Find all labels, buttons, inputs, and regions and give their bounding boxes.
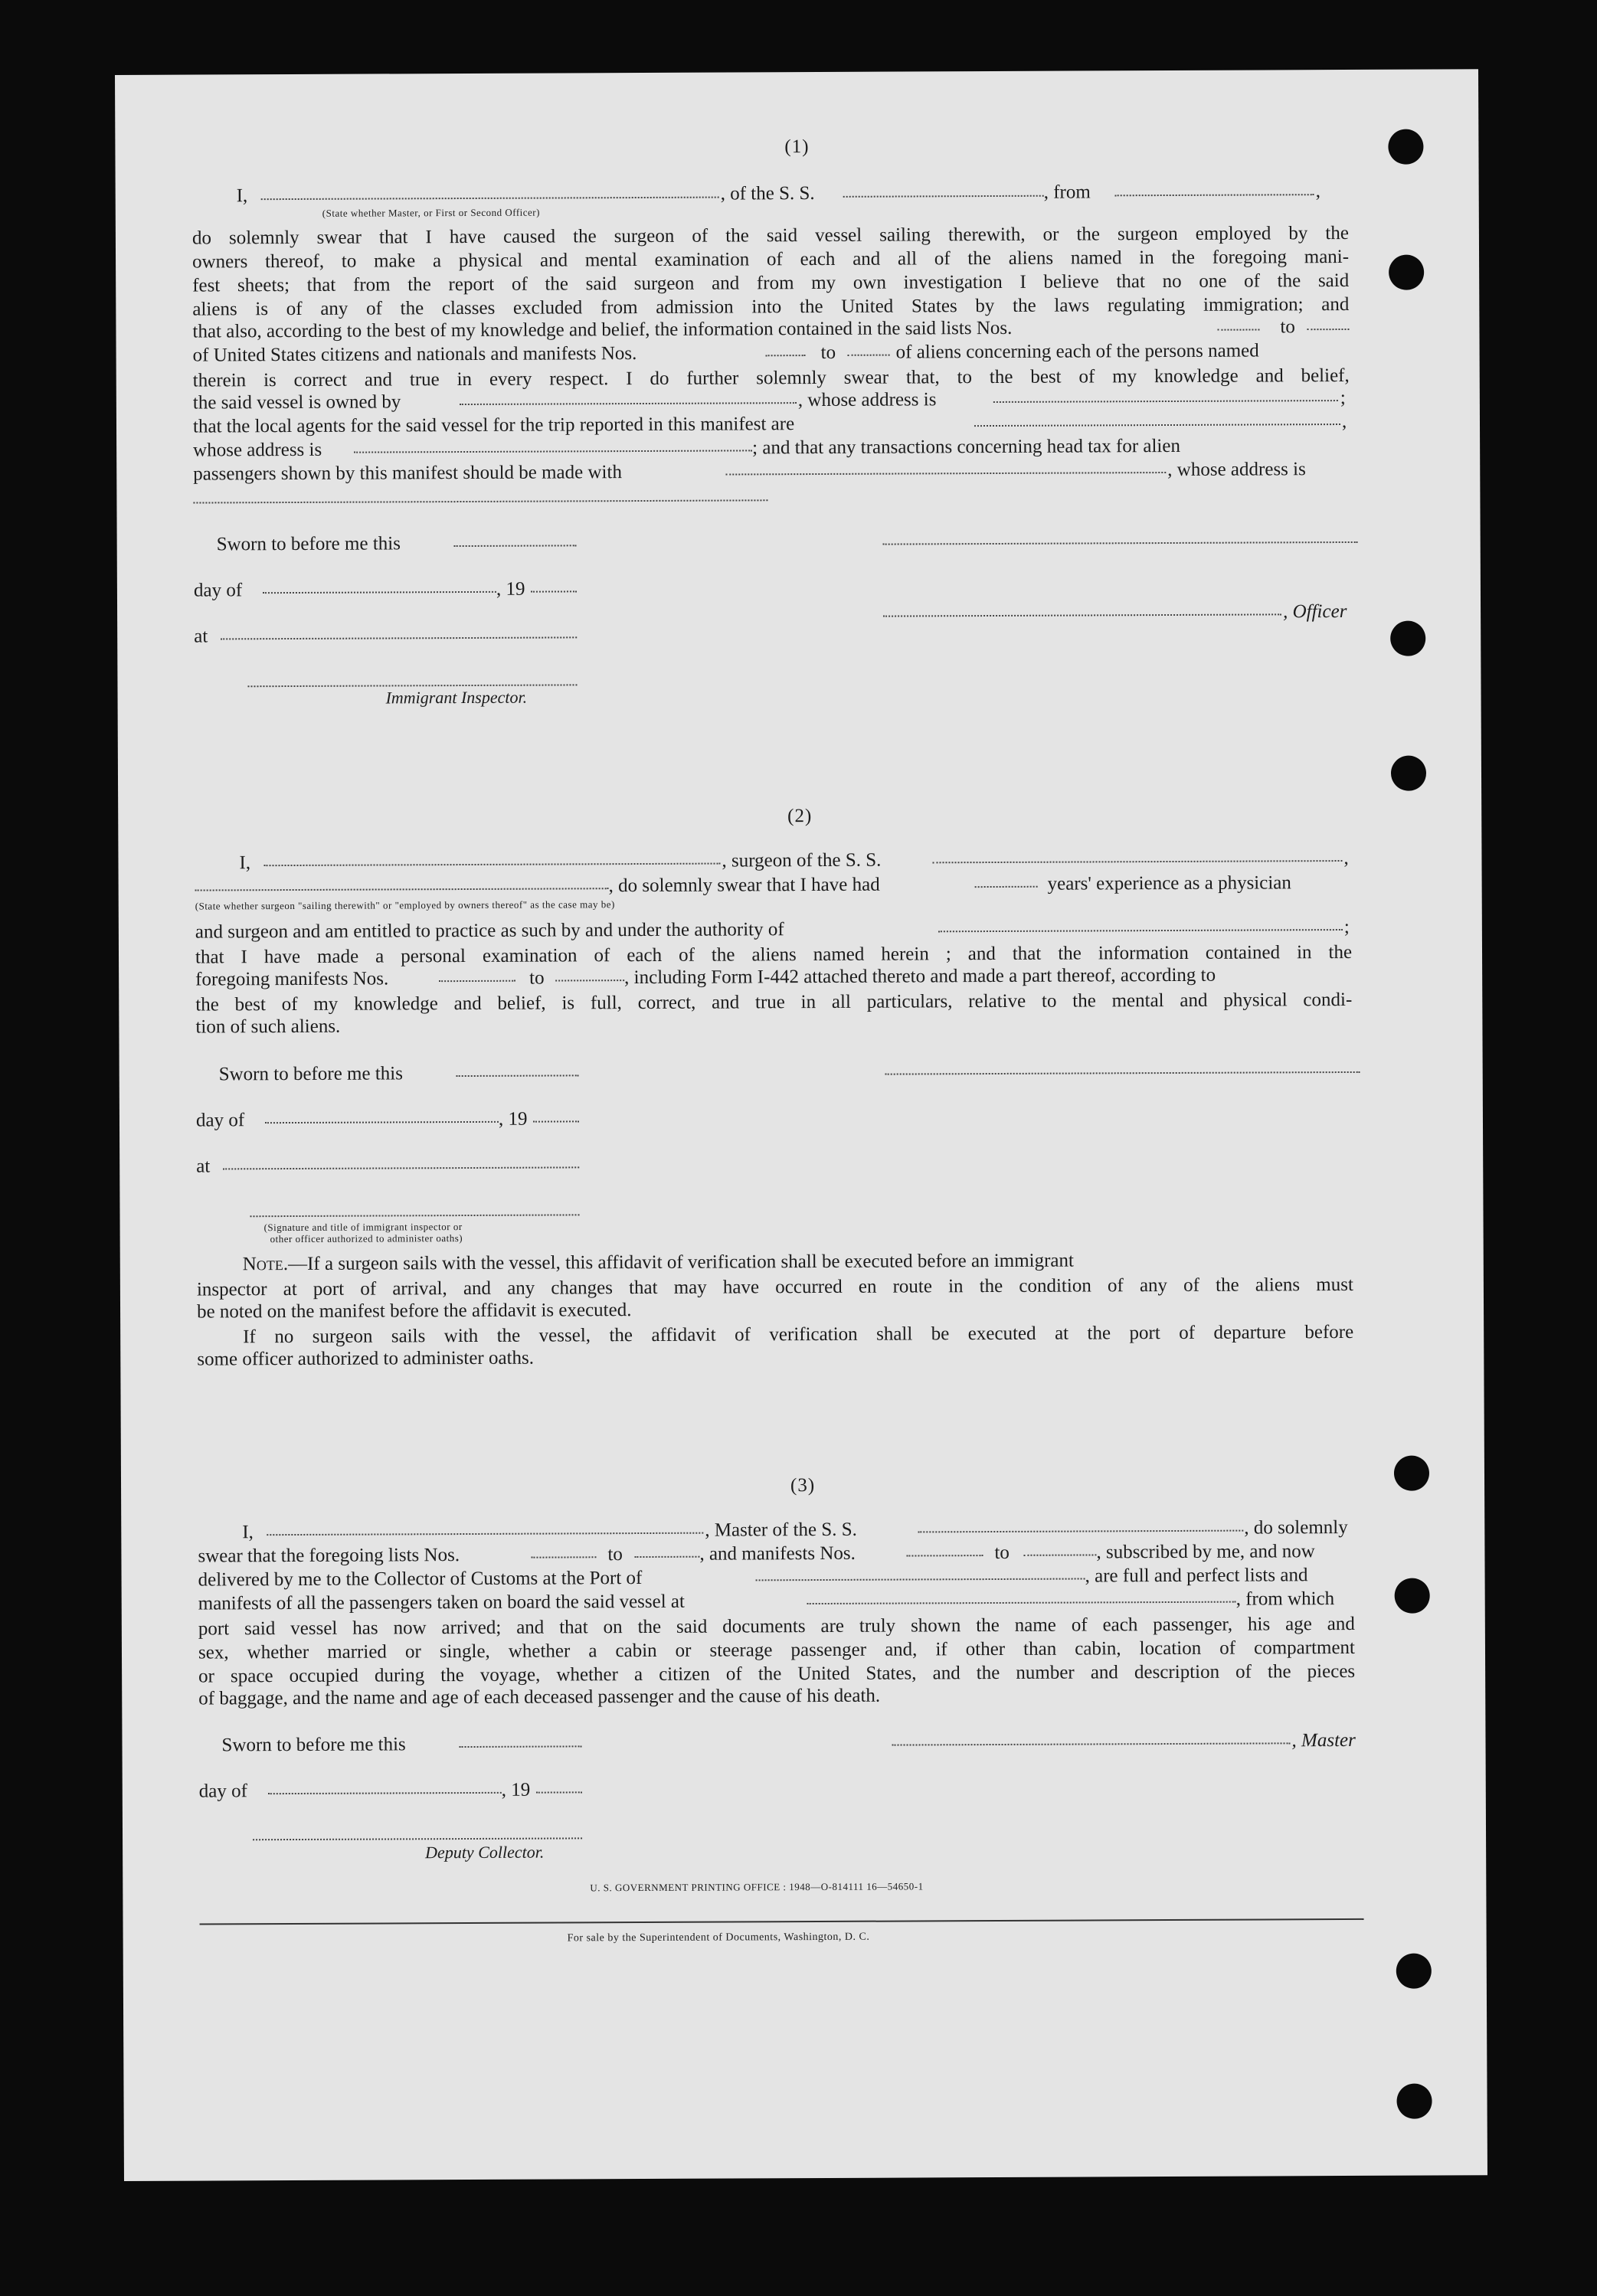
port-of-embarkation-field[interactable] xyxy=(807,1600,1236,1604)
comma: , xyxy=(1315,181,1320,202)
owner-field[interactable] xyxy=(460,401,797,405)
body-line: that also, according to the best of my knowledge and belief, the information contained in the said lists Nos. xyxy=(192,317,1013,342)
year-label: , 19 xyxy=(496,578,525,600)
sig-caption: (Signature and title of immigrant inspector or xyxy=(263,1221,463,1234)
day-of-label: day of xyxy=(193,580,243,601)
head-tax-field[interactable] xyxy=(725,470,1166,476)
years-experience-field[interactable] xyxy=(975,885,1038,888)
body-line: ; xyxy=(1340,387,1346,409)
comma: , xyxy=(1343,847,1349,869)
body-line: , whose address is xyxy=(1167,459,1306,481)
punch-hole xyxy=(1389,255,1424,290)
lists-from-field[interactable] xyxy=(1217,327,1259,330)
note-line: some officer authorized to administer oaths. xyxy=(197,1347,535,1370)
agents-address-field[interactable] xyxy=(354,448,752,453)
body-line: swear that the foregoing lists Nos. xyxy=(198,1545,460,1567)
body-line: do solemnly swear that I have caused the surgeon of the said vessel sailing therewith, or the surgeon employed by the xyxy=(191,222,1349,249)
sworn-label: Sworn to before me this xyxy=(221,1734,406,1756)
body-line: delivered by me to the Collector of Customs at the Port of xyxy=(198,1568,643,1591)
body-line: ; xyxy=(1343,916,1350,938)
caption-surgeon: (State whether surgeon "sailing therewith" or "employed by owners thereof" as the case may be) xyxy=(195,898,615,912)
inspector-signature-line[interactable] xyxy=(250,1212,579,1217)
year-field[interactable] xyxy=(536,1790,582,1793)
year-label: , 19 xyxy=(498,1108,528,1130)
body-line: owners thereof, to make a physical and mental examination of each and all of the aliens named in the foregoing mani- xyxy=(192,246,1350,273)
master-label: , Master xyxy=(1291,1729,1356,1751)
to-label: to xyxy=(994,1542,1010,1564)
year-label: , 19 xyxy=(501,1779,531,1800)
note-label: Note. xyxy=(242,1254,289,1275)
sale-notice: For sale by the Superintendent of Documents, Washington, D. C. xyxy=(567,1931,870,1944)
at-field[interactable] xyxy=(223,1165,579,1169)
inspector-signature-line[interactable] xyxy=(247,682,577,687)
year-field[interactable] xyxy=(531,589,577,592)
month-field[interactable] xyxy=(268,1791,502,1794)
section-2-heading: (2) xyxy=(787,806,813,827)
punch-hole xyxy=(1396,1954,1432,1989)
body-line: the said vessel is owned by xyxy=(192,391,401,414)
punch-hole xyxy=(1395,1578,1430,1614)
body-line: , and manifests Nos. xyxy=(699,1542,856,1565)
body-line: of aliens concerning each of the persons named xyxy=(895,340,1259,363)
ship-name-field-3[interactable] xyxy=(918,1529,1243,1533)
agents-field[interactable] xyxy=(974,422,1340,427)
master-name-field[interactable] xyxy=(267,1531,703,1536)
from-label: , from xyxy=(1043,182,1091,203)
body-line: therein is correct and true in every respect. I do further solemnly swear that, to the best of my knowledge and belief, xyxy=(192,365,1350,391)
officer-label: , Officer xyxy=(1283,600,1347,623)
section-3-heading: (3) xyxy=(790,1475,816,1496)
to-label: to xyxy=(1280,316,1295,338)
at-field[interactable] xyxy=(221,635,577,639)
month-field[interactable] xyxy=(263,590,496,594)
form-page xyxy=(115,69,1487,2181)
body-line: , subscribed by me, and now xyxy=(1096,1541,1315,1563)
lists-to-field-3[interactable] xyxy=(634,1555,699,1558)
body-line: foregoing manifests Nos. xyxy=(195,968,389,990)
at-label: at xyxy=(196,1156,211,1177)
inspector-label: Immigrant Inspector. xyxy=(385,687,528,708)
sworn-label: Sworn to before me this xyxy=(218,1063,403,1085)
authority-field[interactable] xyxy=(938,927,1343,932)
port-field[interactable] xyxy=(756,1576,1085,1581)
from-port-field[interactable] xyxy=(1115,192,1314,196)
body-line: and surgeon and am entitled to practice as such by and under the authority of xyxy=(195,919,784,943)
to-label: to xyxy=(820,342,836,363)
body-line: whose address is xyxy=(193,439,322,461)
body-line: years' experience as a physician xyxy=(1047,872,1291,895)
collector-label: Deputy Collector. xyxy=(425,1842,545,1863)
month-field[interactable] xyxy=(265,1120,499,1123)
gpo-imprint: U. S. GOVERNMENT PRINTING OFFICE : 1948—O-814111 16—54650-1 xyxy=(590,1880,924,1894)
body-line: that the local agents for the said vessel for the trip reported in this manifest are xyxy=(192,414,795,437)
collector-signature-line[interactable] xyxy=(253,1836,582,1840)
surgeon-manifest-from-field[interactable] xyxy=(439,979,515,982)
footer-rule xyxy=(200,1918,1364,1925)
year-field[interactable] xyxy=(533,1119,579,1122)
body-line: , from which xyxy=(1235,1588,1335,1610)
master-signature-line[interactable] xyxy=(892,1741,1291,1745)
sworn-day-field[interactable] xyxy=(454,543,577,547)
ship-name-field[interactable] xyxy=(843,194,1044,198)
body-line: the best of my knowledge and belief, is full, correct, and true in all particulars, relative to the mental and physical condi- xyxy=(195,989,1353,1016)
of-ss-label: , of the S. S. xyxy=(720,183,815,204)
body-line: of baggage, and the name and age of each deceased passenger and the cause of his death. xyxy=(198,1685,881,1709)
body-line: port said vessel has now arrived; and that on the said documents are truly shown the name of each passenger, his age and xyxy=(198,1613,1355,1640)
section-1-heading: (1) xyxy=(784,136,810,158)
surgeon-name-field[interactable] xyxy=(263,862,720,867)
i-label: I, xyxy=(239,852,251,874)
lists-to-field[interactable] xyxy=(1307,327,1349,330)
lists-from-field-3[interactable] xyxy=(531,1555,596,1558)
body-line: ; and that any transactions concerning head tax for alien xyxy=(752,435,1181,459)
sworn-day-field[interactable] xyxy=(460,1744,582,1748)
body-line: sex, whether married or single, whether a cabin or steerage passenger and, if other than cabin, location of compartment xyxy=(198,1637,1356,1663)
sworn-day-field[interactable] xyxy=(457,1073,579,1077)
surgeon-of-label: , surgeon of the S. S. xyxy=(722,849,882,872)
caption-master: (State whether Master, or First or Second Officer) xyxy=(322,206,540,219)
note-line: If no surgeon sails with the vessel, the affidavit of verification shall be executed at the port of departure before xyxy=(243,1321,1354,1348)
master-of-label: , Master of the S. S. xyxy=(705,1519,857,1541)
body-line: manifests of all the passengers taken on board the said vessel at xyxy=(198,1591,685,1614)
i-label: I, xyxy=(236,185,248,207)
ship-name-field-2[interactable] xyxy=(932,859,1342,863)
sworn-label: Sworn to before me this xyxy=(216,533,401,555)
note-line xyxy=(243,1251,1074,1276)
note-text: —If a surgeon sails with the vessel, this affidavit of verification shall be executed before an immigrant xyxy=(288,1250,1074,1275)
body-line: that I have made a personal examination of each of the aliens named herein ; and that the information contained in the xyxy=(195,941,1353,968)
manifest-from-field[interactable] xyxy=(766,353,806,356)
punch-hole xyxy=(1391,756,1426,791)
punch-hole xyxy=(1396,2084,1432,2119)
body-line: or space occupied during the voyage, whether a citizen of the United States, and the number and description of the pieces xyxy=(198,1660,1356,1687)
surgeon-signature-line[interactable] xyxy=(885,1070,1360,1075)
note-line: be noted on the manifest before the affidavit is executed. xyxy=(196,1300,632,1323)
to-label: to xyxy=(529,967,545,989)
body-line: , including Form I-442 attached thereto and made a part thereof, according to xyxy=(624,964,1216,989)
punch-hole xyxy=(1390,621,1425,656)
master-name-field[interactable] xyxy=(261,195,719,201)
body-line: , do solemnly xyxy=(1244,1516,1348,1539)
i-label: I, xyxy=(242,1522,254,1543)
body-line: tion of such aliens. xyxy=(195,1016,341,1038)
sig-caption: other officer authorized to administer oaths) xyxy=(270,1232,463,1245)
body-line: fest sheets; that from the report of the said surgeon and from my own investigation I believe that no one of the said xyxy=(192,270,1350,296)
signature-line[interactable] xyxy=(883,540,1358,545)
surgeon-manifest-to-field[interactable] xyxy=(555,978,624,981)
at-label: at xyxy=(194,626,208,647)
manifest-to-field-3[interactable] xyxy=(1023,1552,1096,1555)
surgeon-status-field[interactable] xyxy=(195,886,609,891)
officer-signature-line[interactable] xyxy=(883,612,1281,617)
manifest-from-field-3[interactable] xyxy=(906,1553,983,1556)
body-line: aliens is of any of the classes excluded from admission into the United States by the laws regulating immigration; and xyxy=(192,293,1350,320)
day-of-label: day of xyxy=(198,1781,248,1802)
owner-address-field[interactable] xyxy=(993,398,1338,403)
body-line: , are full and perfect lists and xyxy=(1085,1565,1308,1587)
note-line: inspector at port of arrival, and any changes that may have occurred en route in the condition of any of the aliens must xyxy=(196,1274,1353,1300)
day-of-label: day of xyxy=(195,1110,245,1131)
body-line: , xyxy=(1341,410,1347,433)
body-line: of United States citizens and nationals and manifests Nos. xyxy=(192,343,637,366)
head-tax-address-field[interactable] xyxy=(193,498,767,503)
body-line: , do solemnly swear that I have had xyxy=(608,874,880,897)
manifest-to-field[interactable] xyxy=(848,353,890,356)
body-line: passengers shown by this manifest should be made with xyxy=(193,462,622,485)
body-line: , whose address is xyxy=(797,389,937,411)
to-label: to xyxy=(607,1544,623,1565)
